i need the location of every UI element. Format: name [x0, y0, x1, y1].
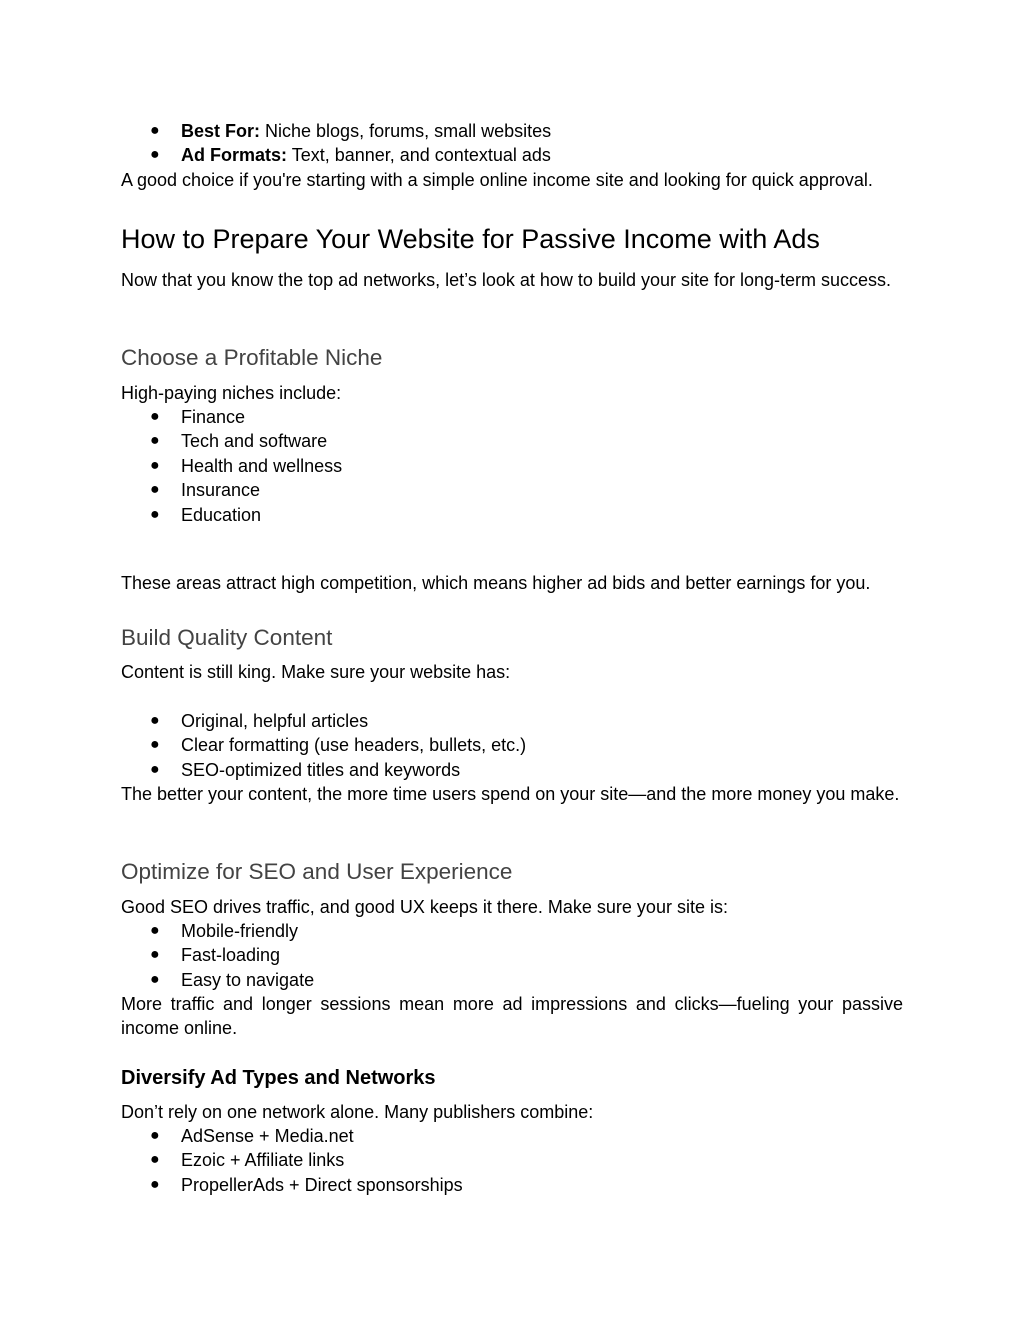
- list-item-text: Mobile-friendly: [181, 921, 299, 941]
- list-item-text: Fast-loading: [181, 945, 281, 966]
- list-item-text: Insurance: [181, 480, 261, 501]
- intro-summary: A good choice if you're starting with a simple online income site and looking for quick approval.: [121, 170, 873, 190]
- niche-bullet-list: [121, 405, 903, 527]
- list-item: [121, 454, 903, 478]
- bullet-icon: ●: [150, 922, 160, 939]
- bullet-icon: ●: [150, 1175, 160, 1193]
- bullet-icon: ●: [150, 408, 160, 425]
- diversify-heading: Diversify Ad Types and Networks: [121, 1067, 436, 1089]
- list-item-text: Finance: [181, 407, 246, 427]
- list-item-text: AdSense + Media.net: [181, 1126, 354, 1146]
- list-item: [121, 919, 903, 943]
- list-item: [121, 405, 903, 429]
- seo-bullet-list: [121, 919, 903, 992]
- bullet-icon: ●: [150, 1151, 160, 1169]
- bullet-icon: ●: [150, 432, 160, 450]
- bullet-icon: ●: [150, 1127, 160, 1144]
- list-item: [121, 943, 903, 967]
- list-item: [121, 429, 903, 453]
- list-item-text: PropellerAds + Direct sponsorships: [181, 1174, 463, 1195]
- niche-lead: High-paying niches include:: [121, 383, 342, 403]
- bullet-icon: ●: [150, 712, 160, 729]
- intro-bullet-list: [121, 119, 903, 168]
- content-heading: Build Quality Content: [121, 625, 333, 650]
- main-heading: How to Prepare Your Website for Passive Income with Ads: [121, 224, 820, 254]
- list-item: [121, 733, 903, 757]
- list-item: [121, 143, 903, 167]
- list-item-text: Clear formatting (use headers, bullets, etc.): [181, 735, 527, 756]
- main-paragraph: Now that you know the top ad networks, let’s look at how to build your site for long-term success.: [121, 270, 892, 290]
- seo-lead: Good SEO drives traffic, and good UX keeps it there. Make sure your site is:: [121, 897, 728, 917]
- bullet-text: Text, banner, and contextual ads: [287, 145, 551, 166]
- content-lead: Content is still king. Make sure your website has:: [121, 662, 511, 682]
- diversify-lead: Don’t rely on one network alone. Many publishers combine:: [121, 1102, 594, 1122]
- list-item: [121, 968, 903, 992]
- bullet-icon: ●: [150, 505, 160, 523]
- bullet-icon: ●: [150, 760, 160, 778]
- list-item: [121, 119, 903, 143]
- seo-heading: Optimize for SEO and User Experience: [121, 859, 513, 884]
- bullet-label: Best For:: [181, 121, 261, 141]
- list-item-text: Education: [181, 504, 262, 525]
- bullet-icon: ●: [150, 481, 160, 499]
- list-item-text: Health and wellness: [181, 455, 343, 476]
- list-item: [121, 709, 903, 733]
- list-item: [121, 1124, 903, 1148]
- list-item-text: SEO-optimized titles and keywords: [181, 759, 461, 780]
- seo-closing: More traffic and longer sessions mean more ad impressions and clicks—fueling your passive income online.: [121, 994, 903, 1039]
- niche-heading: Choose a Profitable Niche: [121, 345, 383, 370]
- list-item: [121, 503, 903, 527]
- bullet-icon: ●: [150, 456, 160, 474]
- list-item-text: Original, helpful articles: [181, 711, 369, 731]
- list-item-text: Easy to navigate: [181, 969, 315, 990]
- niche-closing: These areas attract high competition, which means higher ad bids and better earnings for you.: [121, 573, 871, 593]
- bullet-label: Ad Formats:: [181, 145, 288, 166]
- bullet-icon: ●: [150, 970, 160, 988]
- diversify-bullet-list: [121, 1124, 903, 1197]
- list-item: [121, 478, 903, 502]
- list-item: [121, 1173, 903, 1197]
- list-item: [121, 1148, 903, 1172]
- bullet-icon: ●: [150, 946, 160, 964]
- content-bullet-list: [121, 709, 903, 782]
- list-item: [121, 758, 903, 782]
- list-item-text: Tech and software: [181, 431, 328, 452]
- bullet-text: Niche blogs, forums, small websites: [260, 121, 552, 141]
- bullet-icon: ●: [150, 146, 160, 164]
- list-item-text: Ezoic + Affiliate links: [181, 1150, 345, 1171]
- content-closing: The better your content, the more time users spend on your site—and the more money you make.: [121, 784, 900, 804]
- bullet-icon: ●: [150, 122, 160, 139]
- bullet-icon: ●: [150, 736, 160, 754]
